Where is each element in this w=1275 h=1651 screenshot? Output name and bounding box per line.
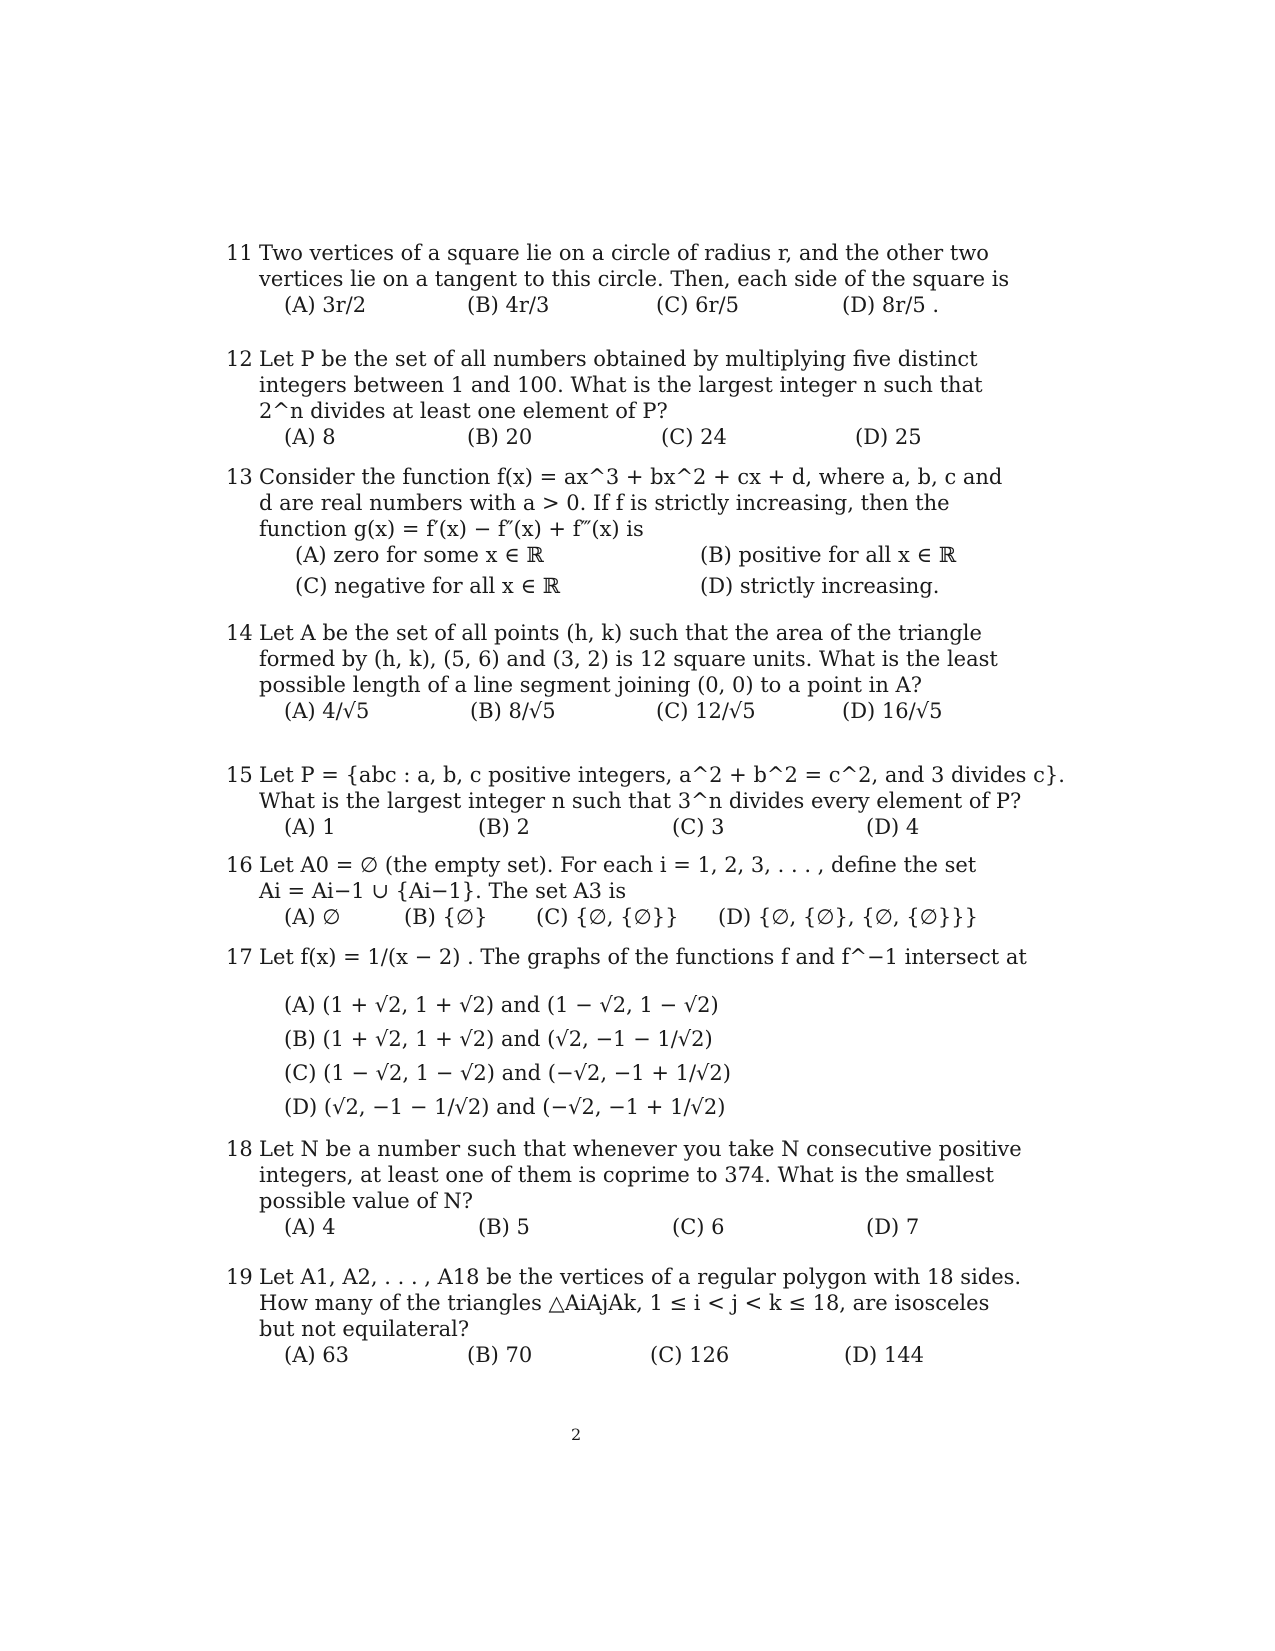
option-d: (D) strictly increasing. <box>700 574 940 598</box>
option-b: (B) 2 <box>478 815 530 839</box>
page-number: 2 <box>571 1425 582 1444</box>
option-a: (A) 4/√5 <box>284 699 370 723</box>
question-number: 17 <box>226 945 253 969</box>
question-14 <box>226 620 998 750</box>
option-b: (B) {∅} <box>404 905 488 929</box>
question-line: Consider the function f(x) = ax^3 + bx^2 + cx + d, where a, b, c and <box>259 465 1003 489</box>
option-b: (B) 20 <box>467 425 533 449</box>
question-number: 13 <box>226 465 253 489</box>
options-row <box>295 542 956 573</box>
option-d: (D) {∅, {∅}, {∅, {∅}}} <box>718 905 979 929</box>
option-c: (C) 6 <box>672 1215 725 1239</box>
question-line: Let A1, A2, . . . , A18 be the vertices of a regular polygon with 18 sides. <box>259 1265 1022 1289</box>
question-line: function g(x) = f′(x) − f″(x) + f‴(x) is <box>259 517 644 541</box>
question-text <box>259 762 1065 814</box>
option-d: (D) 16/√5 <box>842 699 943 723</box>
option-a: (A) ∅ <box>284 905 341 929</box>
question-line: integers, at least one of them is coprime to 374. What is the smallest <box>259 1163 994 1187</box>
question-line: Let A be the set of all points (h, k) such that the area of the triangle <box>259 621 982 645</box>
question-text <box>259 346 983 424</box>
question-line: possible length of a line segment joining (0, 0) to a point in A? <box>259 673 922 697</box>
options-list <box>284 988 956 1124</box>
question-line: 2^n divides at least one element of P? <box>259 399 668 423</box>
option-c: (C) 6r/5 <box>656 293 739 317</box>
question-text <box>259 620 998 698</box>
option-c: (C) 24 <box>661 425 727 449</box>
question-number: 12 <box>226 347 253 371</box>
option-a: (A) zero for some x ∈ ℝ <box>295 543 544 567</box>
option-c: (C) negative for all x ∈ ℝ <box>295 574 561 598</box>
question-line: Let P = {abc : a, b, c positive integers, a^2 + b^2 = c^2, and 3 divides c}. <box>259 763 1065 787</box>
question-text <box>259 852 977 904</box>
option-d: (D) 7 <box>866 1215 920 1239</box>
question-line: d are real numbers with a > 0. If f is strictly increasing, then the <box>259 491 950 515</box>
option-d: (D) (√2, −1 − 1/√2) and (−√2, −1 + 1/√2) <box>284 1095 726 1119</box>
question-number: 18 <box>226 1137 253 1161</box>
question-number: 19 <box>226 1265 253 1289</box>
options-row <box>284 698 956 750</box>
option-c: (C) (1 − √2, 1 − √2) and (−√2, −1 + 1/√2) <box>284 1061 731 1085</box>
question-text <box>259 464 1003 542</box>
option-b: (B) 4r/3 <box>467 293 550 317</box>
options-row <box>284 292 956 344</box>
question-line: Let N be a number such that whenever you take N consecutive positive <box>259 1137 1022 1161</box>
question-15 <box>226 762 1065 842</box>
question-12 <box>226 346 983 452</box>
option-d: (D) 144 <box>844 1343 924 1367</box>
question-number: 16 <box>226 853 253 877</box>
options-row <box>284 814 956 842</box>
question-line: How many of the triangles △AiAjAk, 1 ≤ i < j < k ≤ 18, are isosceles <box>259 1291 990 1315</box>
option-c: (C) 126 <box>650 1343 730 1367</box>
question-line: integers between 1 and 100. What is the largest integer n such that <box>259 373 983 397</box>
question-line: Let f(x) = 1/(x − 2) . The graphs of the functions f and f^−1 intersect at <box>259 945 1027 969</box>
question-text <box>259 1136 1022 1214</box>
question-line: formed by (h, k), (5, 6) and (3, 2) is 12 square units. What is the least <box>259 647 998 671</box>
question-line: Two vertices of a square lie on a circle of radius r, and the other two <box>259 241 989 265</box>
option-a: (A) 3r/2 <box>284 293 367 317</box>
option-b: (B) 70 <box>467 1343 533 1367</box>
option-a: (A) 63 <box>284 1343 349 1367</box>
question-13 <box>226 464 1003 604</box>
option-d: (D) 25 <box>855 425 922 449</box>
option-c: (C) 3 <box>672 815 725 839</box>
option-a: (A) 4 <box>284 1215 336 1239</box>
question-18 <box>226 1136 1022 1242</box>
question-11 <box>226 240 1010 344</box>
question-line: possible value of N? <box>259 1189 474 1213</box>
question-text <box>259 1264 1022 1342</box>
question-line: vertices lie on a tangent to this circle. Then, each side of the square is <box>259 267 1010 291</box>
question-19 <box>226 1264 1022 1370</box>
option-c: (C) 12/√5 <box>656 699 756 723</box>
question-17 <box>226 940 1027 1124</box>
option-c: (C) {∅, {∅}} <box>536 905 679 929</box>
question-line: Let A0 = ∅ (the empty set). For each i = 1, 2, 3, . . . , define the set <box>259 853 977 877</box>
options-row <box>284 904 979 932</box>
option-a: (A) 8 <box>284 425 336 449</box>
question-text <box>259 940 1027 988</box>
question-line: Ai = Ai−1 ∪ {Ai−1}. The set A3 is <box>259 879 627 903</box>
question-line: but not equilateral? <box>259 1317 470 1341</box>
option-a: (A) (1 + √2, 1 + √2) and (1 − √2, 1 − √2) <box>284 993 719 1017</box>
question-line: Let P be the set of all numbers obtained by multiplying five distinct <box>259 347 978 371</box>
options-row <box>284 1342 956 1370</box>
options-row <box>295 573 956 604</box>
option-b: (B) (1 + √2, 1 + √2) and (√2, −1 − 1/√2) <box>284 1027 713 1051</box>
option-b: (B) 8/√5 <box>470 699 556 723</box>
question-number: 15 <box>226 763 253 787</box>
option-a: (A) 1 <box>284 815 336 839</box>
question-text <box>259 240 1010 292</box>
options-row <box>284 1214 956 1242</box>
question-number: 14 <box>226 621 253 645</box>
options-row <box>284 424 956 452</box>
question-number: 11 <box>226 241 253 265</box>
option-d: (D) 4 <box>866 815 920 839</box>
question-16 <box>226 852 979 932</box>
question-line: What is the largest integer n such that 3^n divides every element of P? <box>259 789 1022 813</box>
option-d: (D) 8r/5 . <box>842 293 940 317</box>
option-b: (B) positive for all x ∈ ℝ <box>700 543 957 567</box>
option-b: (B) 5 <box>478 1215 530 1239</box>
